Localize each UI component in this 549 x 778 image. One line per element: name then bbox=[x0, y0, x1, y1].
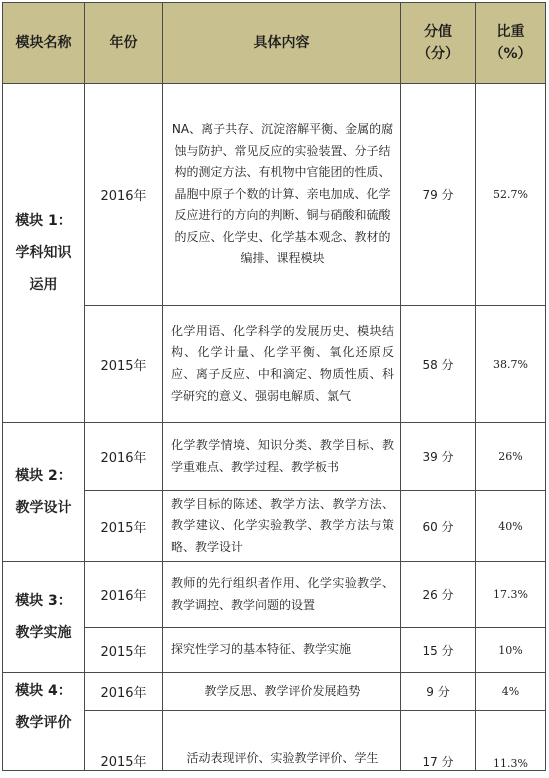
content-cell: 教学目标的陈述、教学方法、教学方法、教学建议、化学实验教学、教学方法与策略、教学设计 bbox=[163, 491, 401, 562]
year-cell: 2015年 bbox=[85, 306, 163, 423]
score-cell: 79 分 bbox=[401, 84, 476, 306]
table-row bbox=[3, 423, 546, 491]
content-cell: 化学用语、化学科学的发展历史、模块结构、化学计量、化学平衡、氧化还原反应、离子反应、中和滴定、物质性质、科学研究的意义、强弱电解质、氯气 bbox=[163, 306, 401, 423]
table-row bbox=[3, 628, 546, 673]
year-cell: 2016年 bbox=[85, 673, 163, 711]
header-score: 分值 （分） bbox=[401, 3, 476, 84]
module-name: 模块 4： 教学评价 bbox=[3, 673, 85, 771]
ratio-cell: 17.3% bbox=[476, 562, 546, 628]
table-row bbox=[3, 491, 546, 562]
table-row bbox=[3, 562, 546, 628]
ratio-cell: 38.7% bbox=[476, 306, 546, 423]
score-cell: 39 分 bbox=[401, 423, 476, 491]
table-row bbox=[3, 711, 546, 771]
score-cell: 60 分 bbox=[401, 491, 476, 562]
year-cell: 2016年 bbox=[85, 84, 163, 306]
content-cell: 活动表现评价、实验教学评价、学生 bbox=[163, 711, 401, 771]
content-cell: 教学反思、教学评价发展趋势 bbox=[163, 673, 401, 711]
table-row bbox=[3, 673, 546, 711]
score-cell: 26 分 bbox=[401, 562, 476, 628]
exam-analysis-table bbox=[2, 2, 546, 771]
module-name: 模块 2： 教学设计 bbox=[3, 423, 85, 562]
content-cell: NA、离子共存、沉淀溶解平衡、金属的腐蚀与防护、常见反应的实验装置、分子结构的测定方法、有机物中官能团的性质、晶胞中原子个数的计算、亲电加成、化学反应进行的方向的判断、铜与硝酸和硫酸的反应、化学史、化学基本观念、教材的编排、课程模块 bbox=[163, 84, 401, 306]
ratio-cell: 40% bbox=[476, 491, 546, 562]
content-cell: 化学教学情境、知识分类、教学目标、教学重难点、教学过程、教学板书 bbox=[163, 423, 401, 491]
table-row bbox=[3, 306, 546, 423]
table-row bbox=[3, 84, 546, 306]
ratio-cell: 11.3% bbox=[476, 711, 546, 771]
score-cell: 17 分 bbox=[401, 711, 476, 771]
header-ratio: 比重 （%） bbox=[476, 3, 546, 84]
content-cell: 教师的先行组织者作用、化学实验教学、教学调控、教学问题的设置 bbox=[163, 562, 401, 628]
year-cell: 2015年 bbox=[85, 711, 163, 771]
header-year: 年份 bbox=[85, 3, 163, 84]
module-name: 模块 1： 学科知识 运用 bbox=[3, 84, 85, 423]
header-module: 模块名称 bbox=[3, 3, 85, 84]
year-cell: 2016年 bbox=[85, 562, 163, 628]
ratio-cell: 4% bbox=[476, 673, 546, 711]
score-cell: 58 分 bbox=[401, 306, 476, 423]
year-cell: 2015年 bbox=[85, 628, 163, 673]
module-name: 模块 3： 教学实施 bbox=[3, 562, 85, 673]
score-cell: 9 分 bbox=[401, 673, 476, 711]
score-cell: 15 分 bbox=[401, 628, 476, 673]
year-cell: 2015年 bbox=[85, 491, 163, 562]
ratio-cell: 26% bbox=[476, 423, 546, 491]
content-cell: 探究性学习的基本特征、教学实施 bbox=[163, 628, 401, 673]
year-cell: 2016年 bbox=[85, 423, 163, 491]
ratio-cell: 10% bbox=[476, 628, 546, 673]
header-row bbox=[3, 3, 546, 84]
header-content: 具体内容 bbox=[163, 3, 401, 84]
ratio-cell: 52.7% bbox=[476, 84, 546, 306]
